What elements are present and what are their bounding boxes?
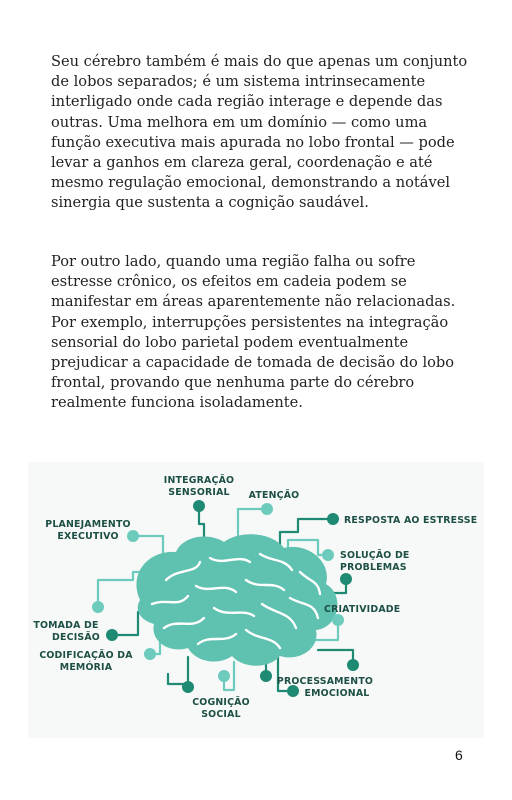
label-tomada-1: TOMADA DE xyxy=(33,620,99,631)
node-tomada xyxy=(106,629,118,641)
node-criatividade xyxy=(340,573,352,585)
label-cognicao-1: COGNIÇÃO xyxy=(192,697,250,708)
node-cognicao xyxy=(218,670,230,682)
label-atencao: ATENÇÃO xyxy=(248,490,300,501)
node-atencao xyxy=(261,503,273,515)
node-codificacao-2 xyxy=(182,681,194,693)
brain-icon xyxy=(136,534,337,665)
label-processamento-1: PROCESSAMENTO xyxy=(276,676,374,687)
node-solucao xyxy=(322,549,334,561)
label-integracao-2: SENSORIAL xyxy=(168,487,230,498)
node-integracao xyxy=(193,500,205,512)
node-resposta xyxy=(327,513,339,525)
label-resposta: RESPOSTA AO ESTRESSE xyxy=(344,515,478,526)
label-integracao-1: INTEGRAÇÃO xyxy=(163,475,235,486)
label-criatividade: CRIATIVIDADE xyxy=(324,604,401,615)
page-number: 6 xyxy=(455,747,463,763)
node-codificacao xyxy=(144,648,156,660)
label-solucao-1: SOLUÇÃO DE xyxy=(340,550,410,561)
node-tomada-upper xyxy=(92,601,104,613)
brain-functions-diagram xyxy=(28,462,484,738)
label-codificacao-2: MEMÓRIA xyxy=(59,662,113,673)
line-codificacao-2 xyxy=(168,657,188,684)
brain-diagram-svg xyxy=(28,462,484,738)
label-solucao-2: PROBLEMAS xyxy=(340,562,407,573)
node-processamento xyxy=(260,670,272,682)
node-right-lower xyxy=(332,614,344,626)
paragraph-interconnection: Seu cérebro também é mais do que apenas um conjunto de lobos separados; é um sistema intrinsecamente interligado onde cada região interage e depende das outras. Uma melhora em um domínio — como uma função executiva mais apurada no lobo frontal — pode levar a ganhos em clareza geral, coordenação e até mesmo regulação emocional, demonstrando a notável sinergia que sustenta a cognição saudável. xyxy=(51,53,468,212)
node-right-bottom xyxy=(347,659,359,671)
label-planejamento-2: EXECUTIVO xyxy=(57,531,119,542)
label-tomada-2: DECISÃO xyxy=(52,632,100,643)
label-planejamento-1: PLANEJAMENTO xyxy=(45,519,131,530)
paragraph-chain-effects: Por outro lado, quando uma região falha ou sofre estresse crônico, os efeitos em cadeia podem se manifestar em áreas aparentemente não relacionadas. Por exemplo, interrupções persistentes na integração sensorial do lobo parietal podem eventualmente prejudicar a capacidade de tomada de decisão do lobo frontal, provando que nenhuma parte do cérebro realmente funciona isoladamente. xyxy=(51,253,456,412)
label-codificacao-1: CODIFICAÇÃO DA xyxy=(39,650,133,661)
label-cognicao-2: SOCIAL xyxy=(201,709,241,720)
label-processamento-2: EMOCIONAL xyxy=(304,688,370,699)
node-planejamento xyxy=(127,530,139,542)
